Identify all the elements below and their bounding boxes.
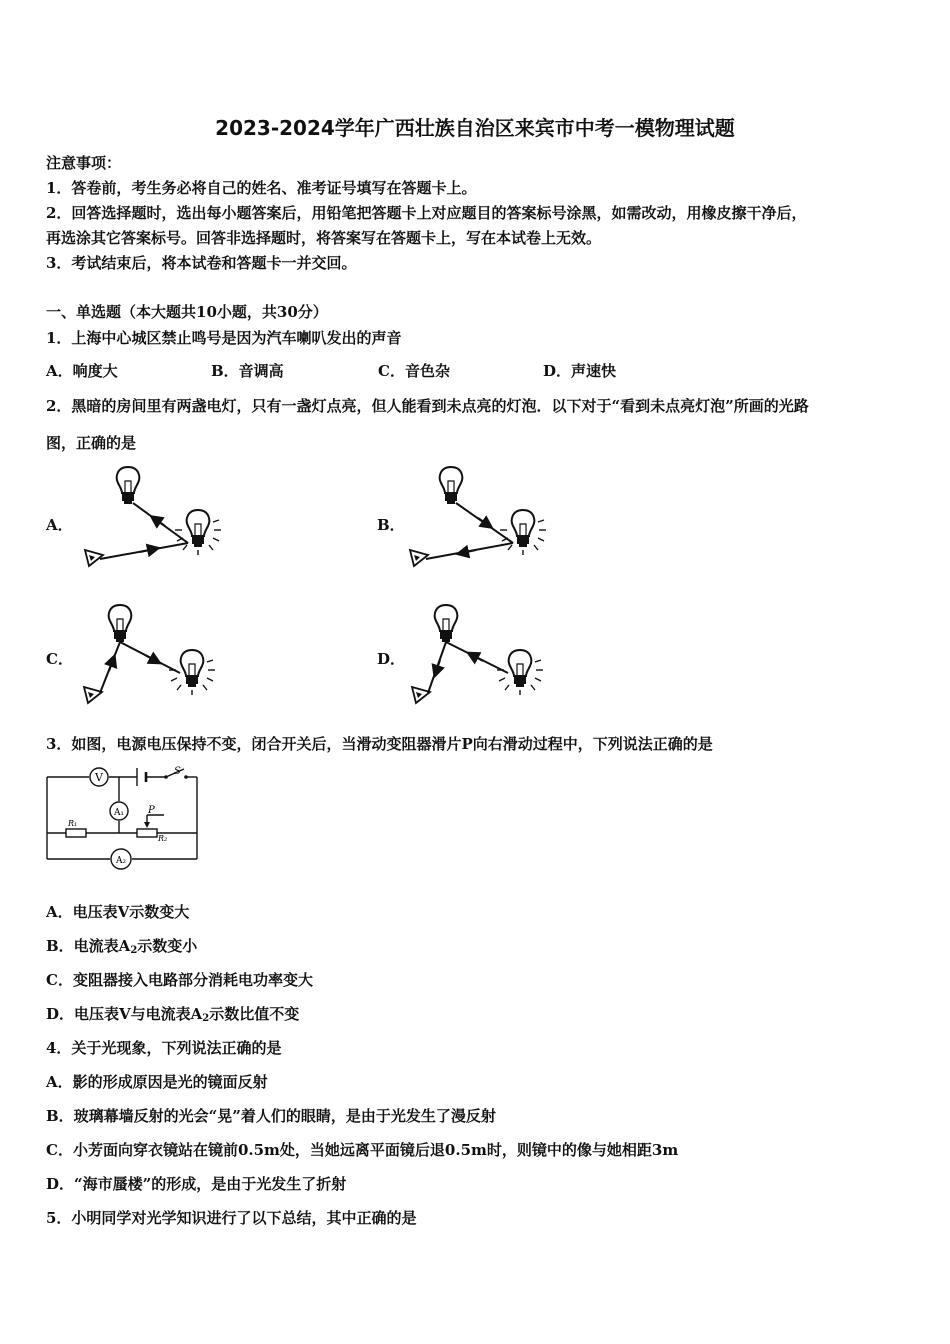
q4-option-d: D．“海市蜃楼”的形成，是由于光发生了折射 (46, 1175, 347, 1193)
section-heading: 一、单选题（本大题共10小题，共30分） (46, 303, 328, 321)
q3-option-d: D．电压表V与电流表$A_2$示数比值不变 (46, 1005, 300, 1024)
question-2-stem: 2．黑暗的房间里有两盏电灯，只有一盏灯点亮，但人能看到未点亮的灯泡．以下对于“看到未点亮灯泡”所画的光路 (46, 397, 809, 415)
q4-option-c: C．小芳面向穿衣镜站在镜前0.5m处，当她远离平面镜后退0.5m时，则镜中的像与她相距3m (46, 1141, 679, 1159)
question-4-stem: 4．关于光现象，下列说法正确的是 (46, 1039, 282, 1057)
lit-bulb-icon (500, 510, 546, 555)
resistor-r1-symbol (66, 829, 86, 837)
unlit-bulb-icon (440, 467, 463, 504)
q2-option-b-label: B． (377, 516, 405, 534)
notice-item: 1．答卷前，考生务必将自己的姓名、准考证号填写在答题卡上。 (46, 179, 477, 197)
q1-option-c: C．音色杂 (378, 362, 450, 380)
page-title: 2023-2024学年广西壮族自治区来宾市中考一模物理试题 (215, 116, 735, 140)
q3-circuit-diagram (44, 763, 204, 873)
eye-icon (412, 687, 430, 703)
eye-icon (84, 687, 102, 703)
notice-item: 3．考试结束后，将本试卷和答题卡一并交回。 (46, 254, 357, 272)
ammeter-a2-label: A₂ (115, 856, 127, 866)
q2-figure-d (398, 595, 568, 715)
switch-label: S (174, 766, 181, 777)
q3-option-b: B．电流表$A_2$示数变小 (46, 937, 198, 956)
q2-option-a-label: A． (46, 516, 73, 534)
q1-option-a: A．响度大 (46, 362, 118, 380)
question-3-stem: 3．如图，电源电压保持不变，闭合开关后，当滑动变阻器滑片P向右滑动过程中，下列说法正确的是 (46, 735, 713, 753)
r2-label: R₂ (158, 834, 168, 843)
question-5-stem: 5．小明同学对光学知识进行了以下总结，其中正确的是 (46, 1209, 417, 1227)
unlit-bulb-icon (109, 605, 132, 642)
unlit-bulb-icon (435, 605, 458, 642)
q2-figure-c (70, 595, 240, 715)
question-2-stem-cont: 图，正确的是 (46, 434, 137, 452)
q2-figure-b (398, 455, 568, 580)
q3-option-a: A．电压表V示数变大 (46, 903, 190, 921)
unlit-bulb-icon (117, 467, 140, 504)
q3-option-c: C．变阻器接入电路部分消耗电功率变大 (46, 971, 313, 989)
q1-option-d: D．声速快 (543, 362, 617, 380)
lit-bulb-icon (497, 650, 543, 695)
ammeter-a1-label: A₁ (113, 808, 125, 818)
eye-icon (410, 550, 428, 566)
q1-option-b: B．音调高 (211, 362, 284, 380)
question-1-stem: 1．上海中心城区禁止鸣号是因为汽车喇叭发出的声音 (46, 329, 402, 347)
q2-figure-a (70, 455, 240, 580)
notice-item: 2．回答选择题时，选出每小题答案后，用铅笔把答题卡上对应题目的答案标号涂黑，如需改动，用橡皮擦干净后， (46, 204, 807, 222)
notice-item: 再选涂其它答案标号。回答非选择题时，将答案写在答题卡上，写在本试卷上无效。 (46, 229, 602, 247)
lit-bulb-icon (175, 510, 221, 555)
rheostat-r2-symbol (137, 829, 157, 837)
voltmeter-label: V (95, 771, 103, 784)
q2-option-d-label: D． (377, 650, 406, 668)
r1-label: R₁ (68, 819, 78, 828)
slider-label: P (148, 805, 155, 816)
notice-heading: 注意事项： (46, 154, 122, 172)
lit-bulb-icon (169, 650, 215, 695)
q4-option-b: B．玻璃幕墙反射的光会“晃”着人们的眼睛，是由于光发生了漫反射 (46, 1107, 496, 1125)
q4-option-a: A．影的形成原因是光的镜面反射 (46, 1073, 268, 1091)
q2-option-c-label: C． (46, 650, 73, 668)
